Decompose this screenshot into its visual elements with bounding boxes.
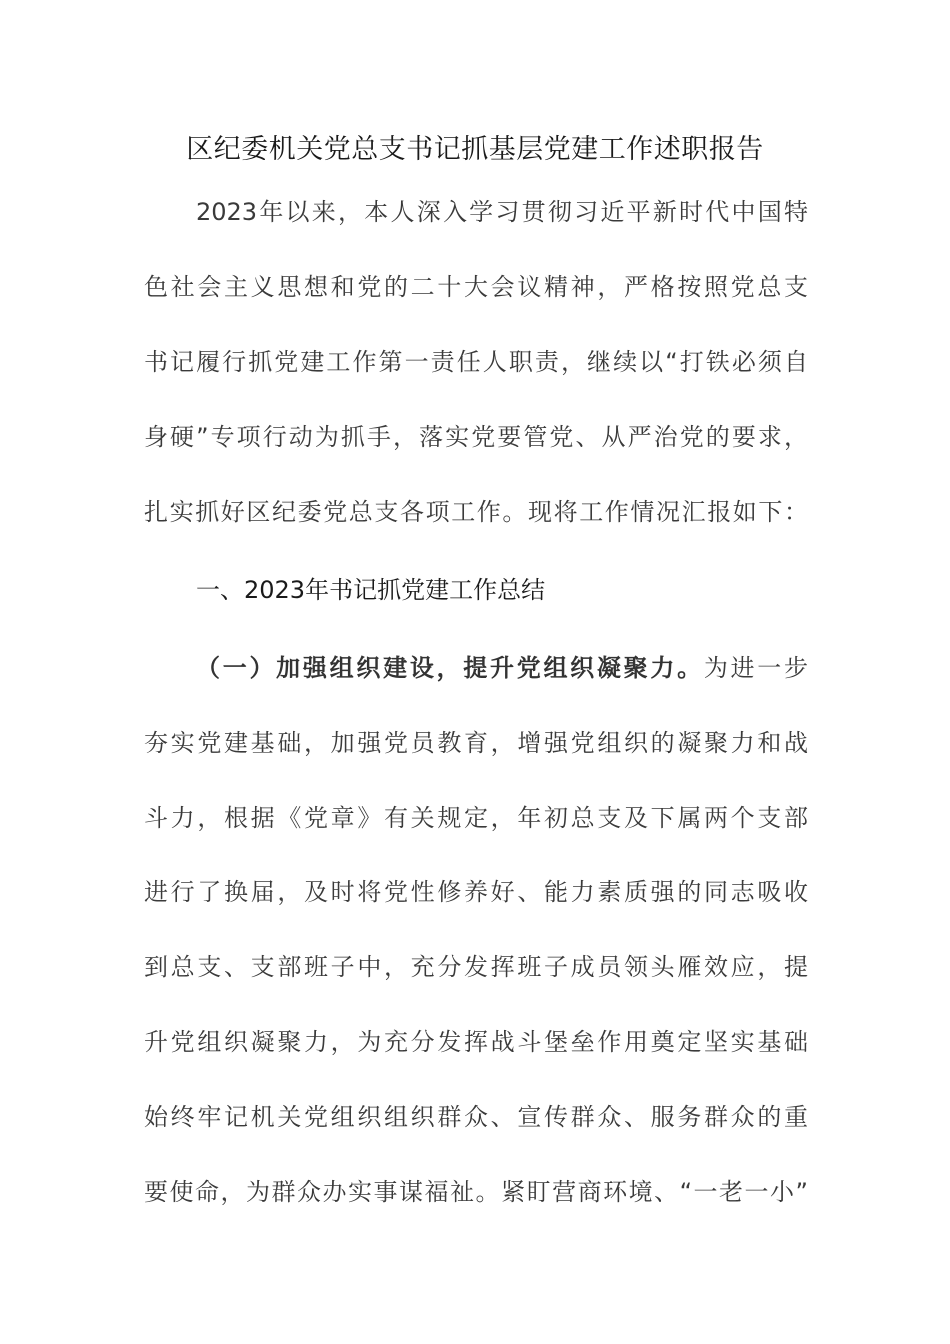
section-heading: 一、2023年书记抓党建工作总结 (196, 576, 546, 604)
subsection-line-8: 要使命，为群众办实事谋福祉。紧盯营商环境、“一老一小” (144, 1178, 808, 1206)
subsection-line-2: 夯实党建基础，加强党员教育，增强党组织的凝聚力和战 (144, 729, 808, 757)
intro-line-3: 书记履行抓党建工作第一责任人职责，继续以“打铁必须自 (144, 348, 808, 376)
document-title: 区纪委机关党总支书记抓基层党建工作述职报告 (186, 134, 764, 165)
intro-line-1: 2023年以来，本人深入学习贯彻习近平新时代中国特 (196, 198, 808, 226)
subsection-line-6: 升党组织凝聚力，为充分发挥战斗堡垒作用奠定坚实基础 (144, 1028, 808, 1056)
intro-line-5: 扎实抓好区纪委党总支各项工作。现将工作情况汇报如下： (144, 498, 808, 526)
subsection-first-line-rest: 为进一步 (703, 654, 809, 682)
intro-line-2: 色社会主义思想和党的二十大会议精神，严格按照党总支 (144, 273, 808, 301)
subsection-line-3: 斗力，根据《党章》有关规定，年初总支及下属两个支部 (144, 804, 808, 832)
subsection-heading: （一）加强组织建设，提升党组织凝聚力。 (196, 654, 704, 682)
intro-line-4: 身硬”专项行动为抓手，落实党要管党、从严治党的要求， (144, 423, 808, 451)
subsection-line-4: 进行了换届，及时将党性修养好、能力素质强的同志吸收 (144, 878, 808, 906)
subsection-line-5: 到总支、支部班子中，充分发挥班子成员领头雁效应，提 (144, 953, 808, 981)
subsection-first-line (196, 650, 808, 686)
subsection-line-7: 始终牢记机关党组织组织群众、宣传群众、服务群众的重 (144, 1103, 808, 1131)
